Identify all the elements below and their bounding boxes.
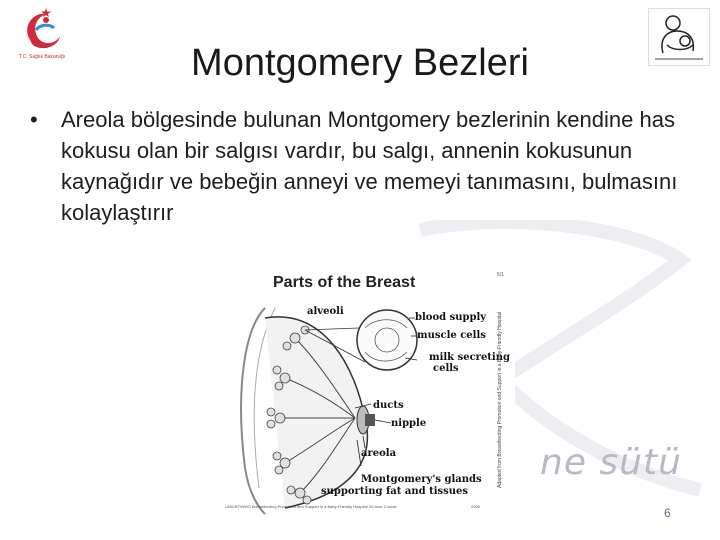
label-supporting-tissues: supporting fat and tissues <box>321 486 469 497</box>
mother-baby-icon <box>649 9 709 65</box>
breastfeeding-mother-logo <box>648 8 710 66</box>
ministry-logo-text: T.C. Sağlık Bakanlığı <box>18 54 66 60</box>
label-cells: cells <box>433 363 459 374</box>
label-milk-secreting: milk secreting <box>429 352 510 363</box>
figure-citation: UNICEF/WHO Breastfeeding Promotion and Support in a Baby-Friendly Hospital 20-hour Course <box>225 504 397 509</box>
label-montgomery-glands: Montgomery's glands <box>361 474 482 485</box>
ministry-of-health-logo <box>10 6 74 76</box>
watermark-text: ne sütü <box>540 442 682 483</box>
bullet-symbol: • <box>30 107 38 132</box>
slide-title: Montgomery Bezleri <box>191 42 529 84</box>
breast-anatomy-figure <box>225 268 515 516</box>
label-blood-supply: blood supply <box>415 312 487 323</box>
label-alveoli: alveoli <box>307 306 344 317</box>
label-muscle-cells: muscle cells <box>417 330 486 341</box>
label-areola: areola <box>361 448 397 459</box>
bullet-text: Areola bölgesinde bulunan Montgomery bezlerinin kendine has kokusu olan bir salgısı vardır, bu salgı, annenin kokusunun kaynağıdır ve bebeğin anneyi ve memeyi tanımasını, bulmasını kolaylaştırır <box>61 107 678 225</box>
ministry-logo-icon <box>10 6 74 54</box>
page-number: 6 <box>664 506 671 520</box>
figure-title: Parts of the Breast <box>273 274 416 291</box>
figure-side-note: Adapted from Breastfeeding Promotion and Support in a Baby-Friendly Hospital <box>497 311 503 488</box>
figure-corner-mark: 5/1 <box>497 272 504 278</box>
label-ducts: ducts <box>373 400 404 411</box>
label-nipple: nipple <box>391 418 427 429</box>
figure-year: 2006 <box>471 504 480 509</box>
